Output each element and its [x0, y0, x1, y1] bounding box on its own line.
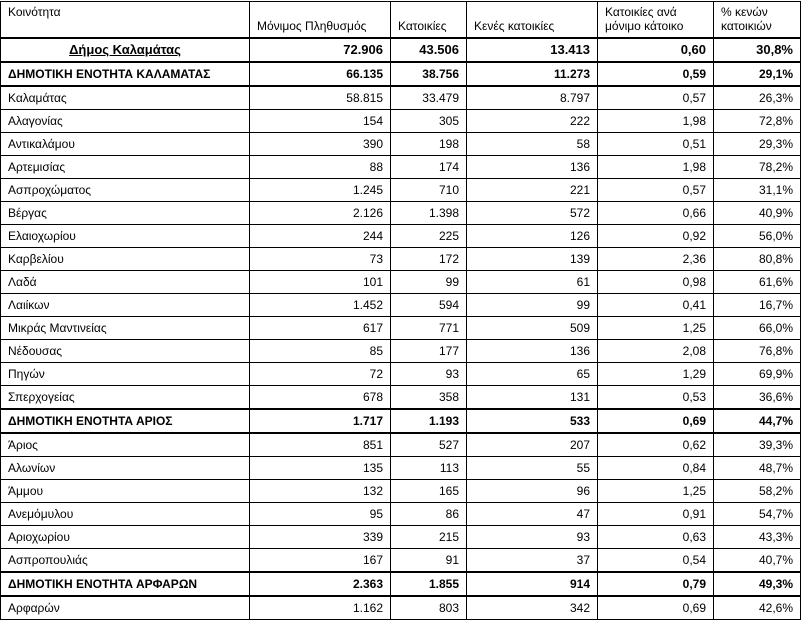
vacant-dwellings-cell: 8.797: [467, 86, 598, 110]
community-cell: Λαιίκων: [1, 294, 250, 317]
pct-vacant-cell: 54,7%: [714, 503, 801, 526]
community-cell: Αρτεμισίας: [1, 156, 250, 179]
table-row: [1, 457, 801, 480]
vacant-dwellings-cell: 65: [467, 363, 598, 386]
pct-vacant-cell: 61,6%: [714, 271, 801, 294]
vacant-dwellings-cell: 139: [467, 248, 598, 271]
table-row: [1, 294, 801, 317]
table-row: [1, 110, 801, 133]
community-cell: Καλαμάτας: [1, 86, 250, 110]
population-cell: 244: [250, 225, 391, 248]
vacant-dwellings-cell: 342: [467, 596, 598, 620]
community-cell: Βέργας: [1, 202, 250, 225]
dwellings-cell: 527: [391, 433, 467, 457]
dwellings-cell: 174: [391, 156, 467, 179]
dwellings-per-resident-cell: 0,91: [598, 503, 714, 526]
pct-vacant-cell: 30,8%: [714, 38, 801, 62]
vacant-dwellings-cell: 222: [467, 110, 598, 133]
table-row: [1, 86, 801, 110]
dwellings-per-resident-cell: 0,60: [598, 38, 714, 62]
vacant-dwellings-cell: 136: [467, 340, 598, 363]
table-row: [1, 133, 801, 156]
vacant-dwellings-cell: 207: [467, 433, 598, 457]
vacant-dwellings-cell: 221: [467, 179, 598, 202]
header-row: [1, 2, 801, 39]
table-row: [1, 340, 801, 363]
population-cell: 72: [250, 363, 391, 386]
population-cell: 2.363: [250, 572, 391, 596]
table-row: [1, 526, 801, 549]
pct-vacant-cell: 72,8%: [714, 110, 801, 133]
dwellings-per-resident-cell: 1,98: [598, 110, 714, 133]
pct-vacant-cell: 31,1%: [714, 179, 801, 202]
table-body: [1, 38, 801, 620]
pct-vacant-cell: 76,8%: [714, 340, 801, 363]
dwellings-per-resident-cell: 0,51: [598, 133, 714, 156]
community-cell: ΔΗΜΟΤΙΚΗ ΕΝΟΤΗΤΑ ΑΡΦΑΡΩΝ: [1, 572, 250, 596]
column-header-community: Κοινότητα: [1, 2, 250, 39]
pct-vacant-cell: 43,3%: [714, 526, 801, 549]
population-cell: 167: [250, 549, 391, 573]
pct-vacant-cell: 66,0%: [714, 317, 801, 340]
community-cell: Ασπροχώματος: [1, 179, 250, 202]
table-row: [1, 596, 801, 620]
dwellings-cell: 86: [391, 503, 467, 526]
vacant-dwellings-cell: 126: [467, 225, 598, 248]
community-cell: Καρβελίου: [1, 248, 250, 271]
community-cell: Αριοχωρίου: [1, 526, 250, 549]
pct-vacant-cell: 36,6%: [714, 386, 801, 410]
table-row: [1, 317, 801, 340]
population-cell: 132: [250, 480, 391, 503]
pct-vacant-cell: 26,3%: [714, 86, 801, 110]
population-cell: 2.126: [250, 202, 391, 225]
vacant-dwellings-cell: 37: [467, 549, 598, 573]
dwellings-per-resident-cell: 2,08: [598, 340, 714, 363]
population-cell: 85: [250, 340, 391, 363]
dwellings-per-resident-cell: 0,63: [598, 526, 714, 549]
table-row: [1, 271, 801, 294]
vacant-dwellings-cell: 58: [467, 133, 598, 156]
pct-vacant-cell: 29,3%: [714, 133, 801, 156]
vacant-dwellings-cell: 136: [467, 156, 598, 179]
community-cell: Νέδουσας: [1, 340, 250, 363]
dwellings-cell: 177: [391, 340, 467, 363]
column-header-vacant-dwellings: Κενές κατοικίες: [467, 2, 598, 39]
vacant-dwellings-cell: 131: [467, 386, 598, 410]
dwellings-per-resident-cell: 0,79: [598, 572, 714, 596]
dwellings-cell: 91: [391, 549, 467, 573]
dwellings-per-resident-cell: 2,36: [598, 248, 714, 271]
table-row: [1, 248, 801, 271]
table-row: [1, 572, 801, 596]
table-row: [1, 386, 801, 410]
table-row: [1, 409, 801, 433]
dwellings-cell: 1.855: [391, 572, 467, 596]
vacant-dwellings-cell: 93: [467, 526, 598, 549]
pct-vacant-cell: 42,6%: [714, 596, 801, 620]
vacant-dwellings-cell: 47: [467, 503, 598, 526]
dwellings-cell: 594: [391, 294, 467, 317]
population-cell: 72.906: [250, 38, 391, 62]
vacant-dwellings-cell: 96: [467, 480, 598, 503]
vacant-dwellings-cell: 11.273: [467, 62, 598, 86]
dwellings-per-resident-cell: 1,25: [598, 317, 714, 340]
dwellings-cell: 198: [391, 133, 467, 156]
vacant-dwellings-cell: 13.413: [467, 38, 598, 62]
dwellings-cell: 113: [391, 457, 467, 480]
dwellings-per-resident-cell: 0,57: [598, 179, 714, 202]
pct-vacant-cell: 29,1%: [714, 62, 801, 86]
dwellings-cell: 1.193: [391, 409, 467, 433]
table-row: [1, 363, 801, 386]
population-cell: 1.452: [250, 294, 391, 317]
dwellings-cell: 710: [391, 179, 467, 202]
dwellings-cell: 1.398: [391, 202, 467, 225]
dwellings-per-resident-cell: 0,84: [598, 457, 714, 480]
dwellings-cell: 99: [391, 271, 467, 294]
community-cell: Λαδά: [1, 271, 250, 294]
dwellings-cell: 358: [391, 386, 467, 410]
dwellings-cell: 33.479: [391, 86, 467, 110]
dwellings-cell: 93: [391, 363, 467, 386]
population-cell: 73: [250, 248, 391, 271]
census-table: [0, 1, 801, 620]
dwellings-per-resident-cell: 0,66: [598, 202, 714, 225]
dwellings-cell: 305: [391, 110, 467, 133]
table-row: [1, 38, 801, 62]
table-row: [1, 549, 801, 573]
dwellings-per-resident-cell: 0,59: [598, 62, 714, 86]
pct-vacant-cell: 78,2%: [714, 156, 801, 179]
dwellings-cell: 165: [391, 480, 467, 503]
pct-vacant-cell: 56,0%: [714, 225, 801, 248]
vacant-dwellings-cell: 99: [467, 294, 598, 317]
table-row: [1, 202, 801, 225]
population-cell: 678: [250, 386, 391, 410]
dwellings-cell: 771: [391, 317, 467, 340]
population-cell: 58.815: [250, 86, 391, 110]
community-cell: Άριος: [1, 433, 250, 457]
community-cell: Αλαγονίας: [1, 110, 250, 133]
population-cell: 88: [250, 156, 391, 179]
pct-vacant-cell: 40,9%: [714, 202, 801, 225]
vacant-dwellings-cell: 533: [467, 409, 598, 433]
table-header: [1, 2, 801, 39]
population-cell: 617: [250, 317, 391, 340]
table-row: [1, 433, 801, 457]
table-row: [1, 503, 801, 526]
pct-vacant-cell: 58,2%: [714, 480, 801, 503]
table-row: [1, 156, 801, 179]
population-cell: 851: [250, 433, 391, 457]
community-cell: Αλωνίων: [1, 457, 250, 480]
pct-vacant-cell: 48,7%: [714, 457, 801, 480]
dwellings-cell: 803: [391, 596, 467, 620]
dwellings-cell: 38.756: [391, 62, 467, 86]
vacant-dwellings-cell: 914: [467, 572, 598, 596]
dwellings-per-resident-cell: 0,69: [598, 409, 714, 433]
population-cell: 1.717: [250, 409, 391, 433]
dwellings-per-resident-cell: 1,25: [598, 480, 714, 503]
community-cell: Αρφαρών: [1, 596, 250, 620]
table-row: [1, 225, 801, 248]
dwellings-per-resident-cell: 1,29: [598, 363, 714, 386]
population-cell: 154: [250, 110, 391, 133]
community-cell: Αντικαλάμου: [1, 133, 250, 156]
column-header-pct-vacant: % κενών κατοικιών: [714, 2, 801, 39]
pct-vacant-cell: 69,9%: [714, 363, 801, 386]
population-cell: 95: [250, 503, 391, 526]
column-header-dwellings: Κατοικίες: [391, 2, 467, 39]
dwellings-per-resident-cell: 0,53: [598, 386, 714, 410]
community-cell: Ελαιοχωρίου: [1, 225, 250, 248]
table-row: [1, 179, 801, 202]
dwellings-per-resident-cell: 0,69: [598, 596, 714, 620]
vacant-dwellings-cell: 509: [467, 317, 598, 340]
pct-vacant-cell: 16,7%: [714, 294, 801, 317]
dwellings-per-resident-cell: 0,98: [598, 271, 714, 294]
community-cell: Δήμος Καλαμάτας: [1, 38, 250, 62]
community-cell: Ανεμόμυλου: [1, 503, 250, 526]
table-row: [1, 62, 801, 86]
pct-vacant-cell: 39,3%: [714, 433, 801, 457]
community-cell: Άμμου: [1, 480, 250, 503]
community-cell: ΔΗΜΟΤΙΚΗ ΕΝΟΤΗΤΑ ΑΡΙΟΣ: [1, 409, 250, 433]
population-cell: 135: [250, 457, 391, 480]
pct-vacant-cell: 40,7%: [714, 549, 801, 573]
community-cell: ΔΗΜΟΤΙΚΗ ΕΝΟΤΗΤΑ ΚΑΛΑΜΑΤΑΣ: [1, 62, 250, 86]
community-cell: Μικράς Μαντινείας: [1, 317, 250, 340]
community-cell: Ασπροπουλιάς: [1, 549, 250, 573]
population-cell: 390: [250, 133, 391, 156]
pct-vacant-cell: 80,8%: [714, 248, 801, 271]
dwellings-per-resident-cell: 0,62: [598, 433, 714, 457]
population-cell: 101: [250, 271, 391, 294]
pct-vacant-cell: 44,7%: [714, 409, 801, 433]
population-cell: 1.162: [250, 596, 391, 620]
column-header-dwellings-per-resident: Κατοικίες ανά μόνιμο κάτοικο: [598, 2, 714, 39]
dwellings-per-resident-cell: 0,92: [598, 225, 714, 248]
vacant-dwellings-cell: 61: [467, 271, 598, 294]
population-cell: 339: [250, 526, 391, 549]
dwellings-per-resident-cell: 0,57: [598, 86, 714, 110]
dwellings-cell: 225: [391, 225, 467, 248]
dwellings-cell: 215: [391, 526, 467, 549]
dwellings-cell: 172: [391, 248, 467, 271]
vacant-dwellings-cell: 572: [467, 202, 598, 225]
dwellings-per-resident-cell: 0,41: [598, 294, 714, 317]
pct-vacant-cell: 49,3%: [714, 572, 801, 596]
column-header-population: Μόνιμος Πληθυσμός: [250, 2, 391, 39]
population-cell: 66.135: [250, 62, 391, 86]
population-cell: 1.245: [250, 179, 391, 202]
dwellings-cell: 43.506: [391, 38, 467, 62]
vacant-dwellings-cell: 55: [467, 457, 598, 480]
community-cell: Σπερχογείας: [1, 386, 250, 410]
dwellings-per-resident-cell: 1,98: [598, 156, 714, 179]
table-row: [1, 480, 801, 503]
community-cell: Πηγών: [1, 363, 250, 386]
dwellings-per-resident-cell: 0,54: [598, 549, 714, 573]
